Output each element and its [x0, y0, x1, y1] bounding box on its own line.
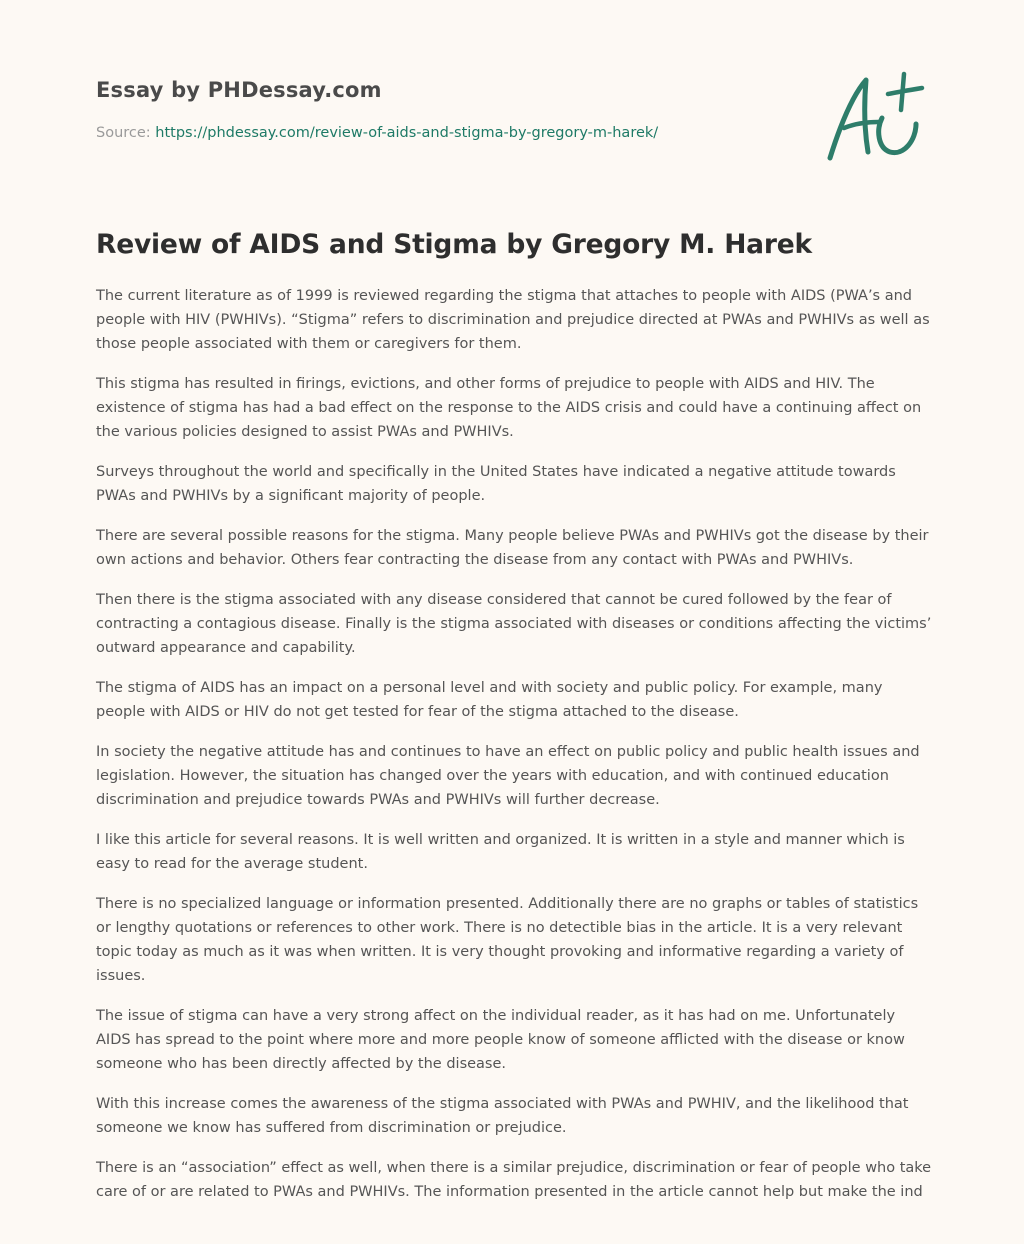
a-plus-logo-icon — [818, 66, 930, 166]
essay-body — [96, 284, 932, 1220]
essay-paragraph: In society the negative attitude has and continues to have an effect on public policy and public health issues and legislation. However, the situation has changed over the years with education, and with continued education discrimination and prejudice towards PWAs and PWHIVs will further decrease. — [96, 744, 920, 808]
essay-paragraph: The current literature as of 1999 is reviewed regarding the stigma that attaches to people with AIDS (PWA’s and people with HIV (PWHIVs). “Stigma” refers to discrimination and prejudice directed at PWAs and PWHIVs as well as those people associated with them or caregivers for them. — [96, 288, 930, 352]
page-header — [96, 74, 796, 143]
source-line — [96, 123, 796, 143]
essay-paragraph: There is no specialized language or information presented. Additionally there are no graphs or tables of statistics or lengthy quotations or references to other work. There is no detectible bias in the article. It is a very relevant topic today as much as it was when written. It is very thought provoking and informative regarding a variety of issues. — [96, 896, 919, 984]
essay-paragraph: There are several possible reasons for the stigma. Many people believe PWAs and PWHIVs got the disease by their own actions and behavior. Others fear contracting the disease from any contact with PWAs and PWHIVs. — [96, 528, 929, 568]
essay-paragraph: With this increase comes the awareness of the stigma associated with PWAs and PWHIV, and the likelihood that someone we know has suffered from discrimination or prejudice. — [96, 1096, 909, 1136]
essay-paragraph: I like this article for several reasons. It is well written and organized. It is written in a style and manner which is easy to read for the average student. — [96, 832, 905, 872]
essay-paragraph: Then there is the stigma associated with any disease considered that cannot be cured followed by the fear of contracting a contagious disease. Finally is the stigma associated with diseases or conditions affecting the victims’ outward appearance and capability. — [96, 592, 932, 656]
source-label: Source: — [96, 125, 151, 141]
site-title: Essay by PHDessay.com — [96, 78, 382, 102]
essay-paragraph: The issue of stigma can have a very strong affect on the individual reader, as it has had on me. Unfortunately AIDS has spread to the point where more and more people know of someone afflicted with the disease or know someone who has been directly affected by the disease. — [96, 1008, 905, 1072]
essay-paragraph: Surveys throughout the world and specifically in the United States have indicated a negative attitude towards PWAs and PWHIVs by a significant majority of people. — [96, 464, 896, 504]
essay-title: Review of AIDS and Stigma by Gregory M. Harek — [96, 229, 812, 260]
essay-paragraph: This stigma has resulted in firings, evictions, and other forms of prejudice to people with AIDS and HIV. The existence of stigma has had a bad effect on the response to the AIDS crisis and could have a continuing affect on the various policies designed to assist PWAs and PWHIVs. — [96, 376, 922, 440]
essay-paragraph: The stigma of AIDS has an impact on a personal level and with society and public policy. For example, many people with AIDS or HIV do not get tested for fear of the stigma attached to the disease. — [96, 680, 883, 720]
source-link[interactable]: https://phdessay.com/review-of-aids-and-stigma-by-gregory-m-harek/ — [155, 125, 659, 141]
essay-paragraph: There is an “association” effect as well, when there is a similar prejudice, discrimination or fear of people who take care of or are related to PWAs and PWHIVs. The information presented in the article cannot help but make the ind — [96, 1160, 932, 1200]
